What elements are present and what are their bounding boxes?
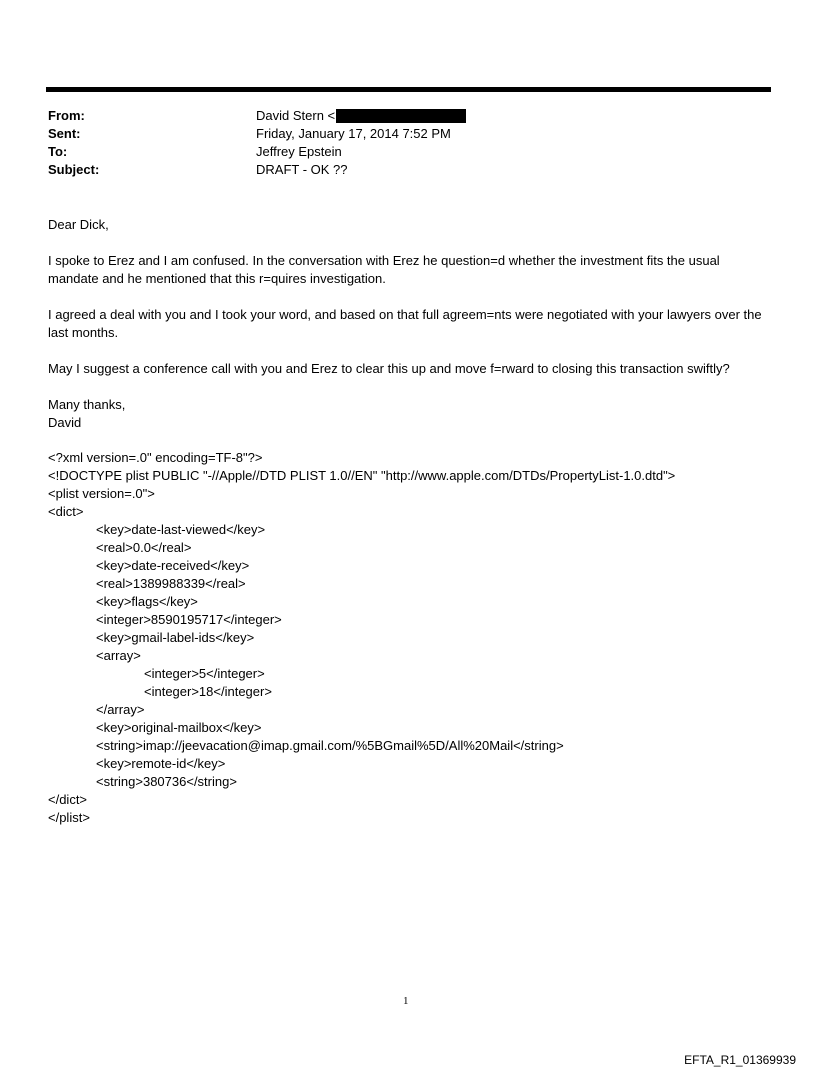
plist-line: <key>date-last-viewed</key> — [96, 522, 266, 537]
sent-label: Sent: — [48, 126, 81, 141]
email-header — [48, 107, 748, 179]
email-body — [48, 216, 768, 432]
plist-line: </dict> — [48, 792, 88, 807]
paragraph-3: May I suggest a conference call with you and Erez to clear this up and move f=rward to closing this transaction swiftly? — [48, 361, 730, 376]
document-id: EFTA_R1_01369939 — [684, 1053, 796, 1067]
plist-line: <key>original-mailbox</key> — [96, 720, 262, 735]
plist-line: <integer>5</integer> — [144, 666, 265, 681]
to-value: Jeffrey Epstein — [256, 144, 342, 159]
plist-block — [48, 449, 768, 827]
plist-line: <dict> — [48, 504, 84, 519]
greeting: Dear Dick, — [48, 217, 109, 232]
header-rule — [46, 87, 771, 92]
redaction-box — [336, 109, 466, 123]
plist-line: <key>flags</key> — [96, 594, 198, 609]
paragraph-1: I spoke to Erez and I am confused. In the conversation with Erez he question=d whether the investment fits the usual mandate and he mentioned that this r=quires investigation. — [48, 253, 720, 286]
plist-line: <key>remote-id</key> — [96, 756, 226, 771]
plist-line: <integer>8590195717</integer> — [96, 612, 282, 627]
plist-line: <!DOCTYPE plist PUBLIC "-//Apple//DTD PLIST 1.0//EN" "http://www.apple.com/DTDs/PropertyList-1.0.dtd"> — [48, 468, 676, 483]
plist-line: <plist version=.0"> — [48, 486, 155, 501]
plist-line: <real>1389988339</real> — [96, 576, 246, 591]
from-row — [48, 107, 748, 125]
signoff-2: David — [48, 415, 82, 430]
plist-line: <string>380736</string> — [96, 774, 237, 789]
from-value: David Stern < — [256, 108, 336, 123]
plist-line: <real>0.0</real> — [96, 540, 192, 555]
page-number: 1 — [403, 995, 409, 1007]
plist-line: </plist> — [48, 810, 90, 825]
plist-line: </array> — [96, 702, 145, 717]
to-label: To: — [48, 144, 68, 159]
subject-label: Subject: — [48, 162, 100, 177]
plist-line: <integer>18</integer> — [144, 684, 272, 699]
plist-line: <string>imap://jeevacation@imap.gmail.com/%5BGmail%5D/All%20Mail</string> — [96, 738, 564, 753]
sent-row — [48, 125, 748, 143]
subject-row — [48, 161, 748, 179]
plist-line: <key>date-received</key> — [96, 558, 250, 573]
from-label: From: — [48, 108, 85, 123]
subject-value: DRAFT - OK ?? — [256, 162, 348, 177]
paragraph-2: I agreed a deal with you and I took your word, and based on that full agreem=nts were negotiated with your lawyers over the last months. — [48, 307, 762, 340]
sent-value: Friday, January 17, 2014 7:52 PM — [256, 126, 451, 141]
plist-line: <array> — [96, 648, 141, 663]
plist-line: <key>gmail-label-ids</key> — [96, 630, 255, 645]
plist-line: <?xml version=.0" encoding=TF-8"?> — [48, 450, 263, 465]
signoff-1: Many thanks, — [48, 397, 126, 412]
to-row — [48, 143, 748, 161]
